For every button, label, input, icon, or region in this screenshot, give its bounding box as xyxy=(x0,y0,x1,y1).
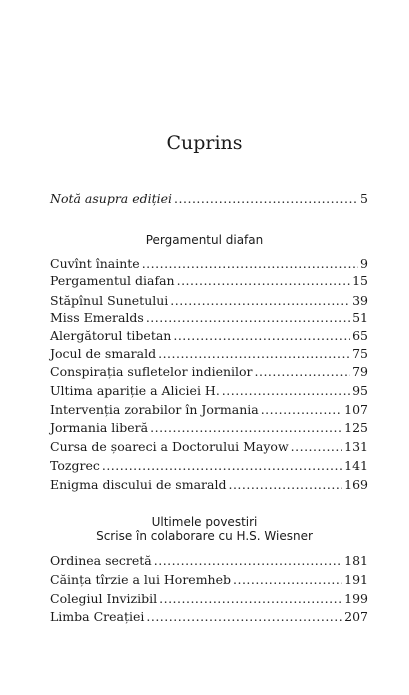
toc-entry-note xyxy=(50,188,368,210)
toc-entry-page: 5 xyxy=(360,191,368,206)
toc-entry-label: Tozgrec xyxy=(50,458,100,473)
toc-entry xyxy=(50,606,368,628)
toc-entry-label: Jocul de smarald xyxy=(50,346,157,361)
toc-entry-page: 95 xyxy=(352,383,368,398)
toc-entry-label: Intervenția zorabilor în Jormania xyxy=(50,402,259,417)
toc-entry xyxy=(50,474,368,496)
toc-entry-page: 39 xyxy=(352,293,368,308)
toc-entry-page: 131 xyxy=(344,439,368,454)
toc-entry-label: Conspirația sufletelor indienilor xyxy=(50,364,253,379)
toc-entry-label: Miss Emeralds xyxy=(50,310,144,325)
toc-entry-page: 125 xyxy=(344,420,368,435)
leader-dots xyxy=(177,270,350,292)
toc-entry-label: Cuvînt înainte xyxy=(50,256,140,271)
section-heading-ultimele-povestiri: Ultimele povestiri xyxy=(151,515,258,529)
toc-entry-label: Limba Creației xyxy=(50,609,145,624)
toc-entry-label: Pergamentul diafan xyxy=(50,273,175,288)
toc-entry-label: Jormania liberă xyxy=(50,420,149,435)
leader-dots xyxy=(146,606,342,628)
toc-entry-page: 9 xyxy=(360,256,368,271)
toc-entry-page: 51 xyxy=(352,310,368,325)
toc-entry-page: 141 xyxy=(344,458,368,473)
toc-entry-page: 191 xyxy=(344,572,368,587)
toc-entry-label: Stăpînul Sunetului xyxy=(50,293,169,308)
leader-dots xyxy=(174,188,358,210)
section-heading-pergamentul: Pergamentul diafan xyxy=(145,233,264,247)
toc-entry-page: 65 xyxy=(352,328,368,343)
toc-entry-page: 75 xyxy=(352,346,368,361)
toc-entry-label: Notă asupra ediției xyxy=(50,191,173,206)
toc-entry-page: 79 xyxy=(352,364,368,379)
toc-entry-page: 15 xyxy=(352,273,368,288)
toc-entry-page: 169 xyxy=(344,477,368,492)
toc-entry-page: 199 xyxy=(344,591,368,606)
toc-entry-page: 207 xyxy=(344,609,368,624)
toc-entry-label: Căința tîrzie a lui Horemheb xyxy=(50,572,232,587)
leader-dots xyxy=(228,474,342,496)
toc-entry-page: 107 xyxy=(344,402,368,417)
toc-entry-label: Ultima apariție a Aliciei H. xyxy=(50,383,220,398)
section-subheading-colaborare: Scrise în colaborare cu H.S. Wiesner xyxy=(96,529,313,543)
toc-entry xyxy=(50,270,368,292)
toc-entry-label: Cursa de șoareci a Doctorului Mayow xyxy=(50,439,289,454)
toc-entry-label: Ordinea secretă xyxy=(50,553,152,568)
toc-entry-label: Enigma discului de smarald xyxy=(50,477,227,492)
toc-entry-label: Alergătorul tibetan xyxy=(50,328,172,343)
toc-entry-page: 181 xyxy=(344,553,368,568)
toc-entry-label: Colegiul Invizibil xyxy=(50,591,158,606)
page-title: Cuprins xyxy=(166,132,243,154)
